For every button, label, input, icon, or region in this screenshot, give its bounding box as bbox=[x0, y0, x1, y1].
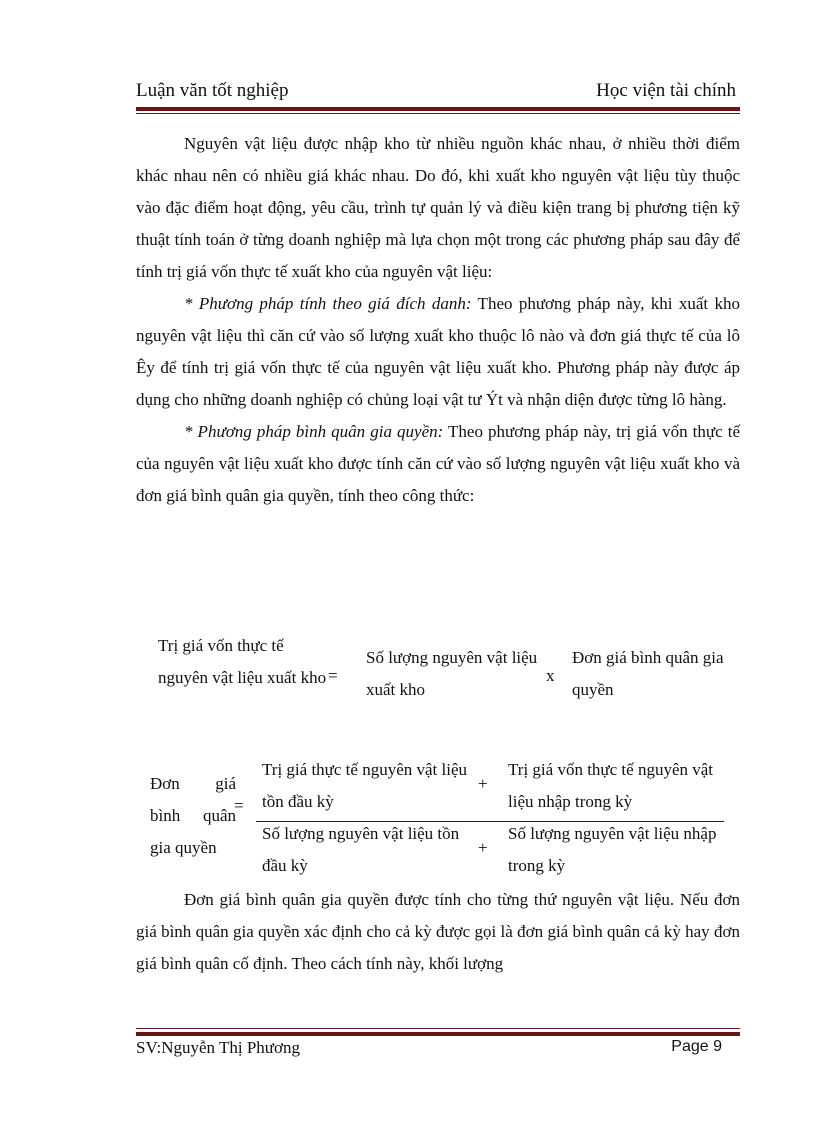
page-header bbox=[136, 76, 740, 106]
formula1-right: Đơn giá bình quân gia quyền bbox=[572, 648, 724, 699]
formula2-plus-denominator: + bbox=[478, 838, 488, 857]
formula1-middle: Số lượng nguyên vật liệu xuất kho bbox=[366, 648, 538, 699]
formula2-denominator-1: Số lượng nguyên vật liệu tồn đầu kỳ bbox=[262, 824, 460, 875]
header-rule-thick bbox=[136, 107, 740, 111]
header-thesis-title: Luận văn tốt nghiệp bbox=[136, 80, 289, 101]
method-body-specific: Theo phương pháp này, khi xuất kho nguyên vật liệu thì căn cứ vào số lượng xuất kho thuộc lô nào và đơn giá thực tế của lô Êy để tính trị giá vốn thực tế của nguyên vật liệu xuất kho. Phương pháp này được áp dụng cho những doanh nghiệp có chủng loại vật tư Ýt và nhận diện được từng lô hàng. bbox=[136, 294, 740, 409]
method-body-weighted: Theo phương pháp này, trị giá vốn thực tế của nguyên vật liệu xuất kho được tính căn cứ vào số lượng nguyên vật liệu xuất kho và đơn giá bình quân gia quyền, tính theo công thức: bbox=[136, 422, 740, 505]
footer-student-name: SV:Nguyễn Thị Phương bbox=[136, 1038, 300, 1057]
formula2-denominator-2: Số lượng nguyên vật liệu nhập trong kỳ bbox=[508, 824, 717, 875]
formula2-numerator-2: Trị giá vốn thực tế nguyên vật liệu nhập trong kỳ bbox=[508, 760, 714, 811]
header-institution: Học viện tài chính bbox=[596, 80, 736, 101]
paragraph-intro: Nguyên vật liệu được nhập kho từ nhiều nguồn khác nhau, ở nhiều thời điểm khác nhau nên có nhiều giá khác nhau. Do đó, khi xuất kho nguyên vật liệu tùy thuộc vào đặc điểm hoạt động, yêu cầu, trình tự quản lý và điều kiện trang bị phương tiện kỹ thuật tính toán ở từng doanh nghiệp mà lựa chọn một trong các phương pháp sau đây để tính trị giá vốn thực tế xuất kho của nguyên vật liệu: bbox=[136, 134, 740, 281]
page-footer bbox=[136, 1034, 740, 1064]
formula2-plus-numerator: + bbox=[478, 774, 488, 793]
header-rule-thin bbox=[136, 113, 740, 114]
formula1-left: Trị giá vốn thực tế nguyên vật liệu xuất kho bbox=[158, 636, 327, 687]
formula1-equals: = bbox=[328, 666, 338, 685]
body-text-continued bbox=[136, 884, 740, 980]
formula1-multiply: x bbox=[546, 666, 555, 685]
body-text bbox=[136, 128, 740, 512]
paragraph-average-note: Đơn giá bình quân gia quyền được tính cho từng thứ nguyên vật liệu. Nếu đơn giá bình quân gia quyền xác định cho cả kỳ được gọi là đơn giá bình quân cả kỳ hay đơn giá bình quân cố định. Theo cách tính này, khối lượng bbox=[136, 890, 740, 973]
footer-page-number: Page 9 bbox=[671, 1038, 722, 1055]
method-title-weighted: * Phương pháp bình quân gia quyền: bbox=[184, 422, 444, 441]
formula2-equals: = bbox=[234, 796, 244, 815]
method-title-specific: * Phương pháp tính theo giá đích danh: bbox=[184, 294, 472, 313]
paragraph-weighted-average bbox=[136, 416, 740, 512]
paragraph-specific-identification bbox=[136, 288, 740, 416]
formula2-label: Đơn giá bình quân gia quyền bbox=[150, 774, 236, 857]
formula2-numerator-1: Trị giá thực tế nguyên vật liệu tồn đầu kỳ bbox=[262, 760, 467, 811]
footer-rule-thin bbox=[136, 1028, 740, 1029]
